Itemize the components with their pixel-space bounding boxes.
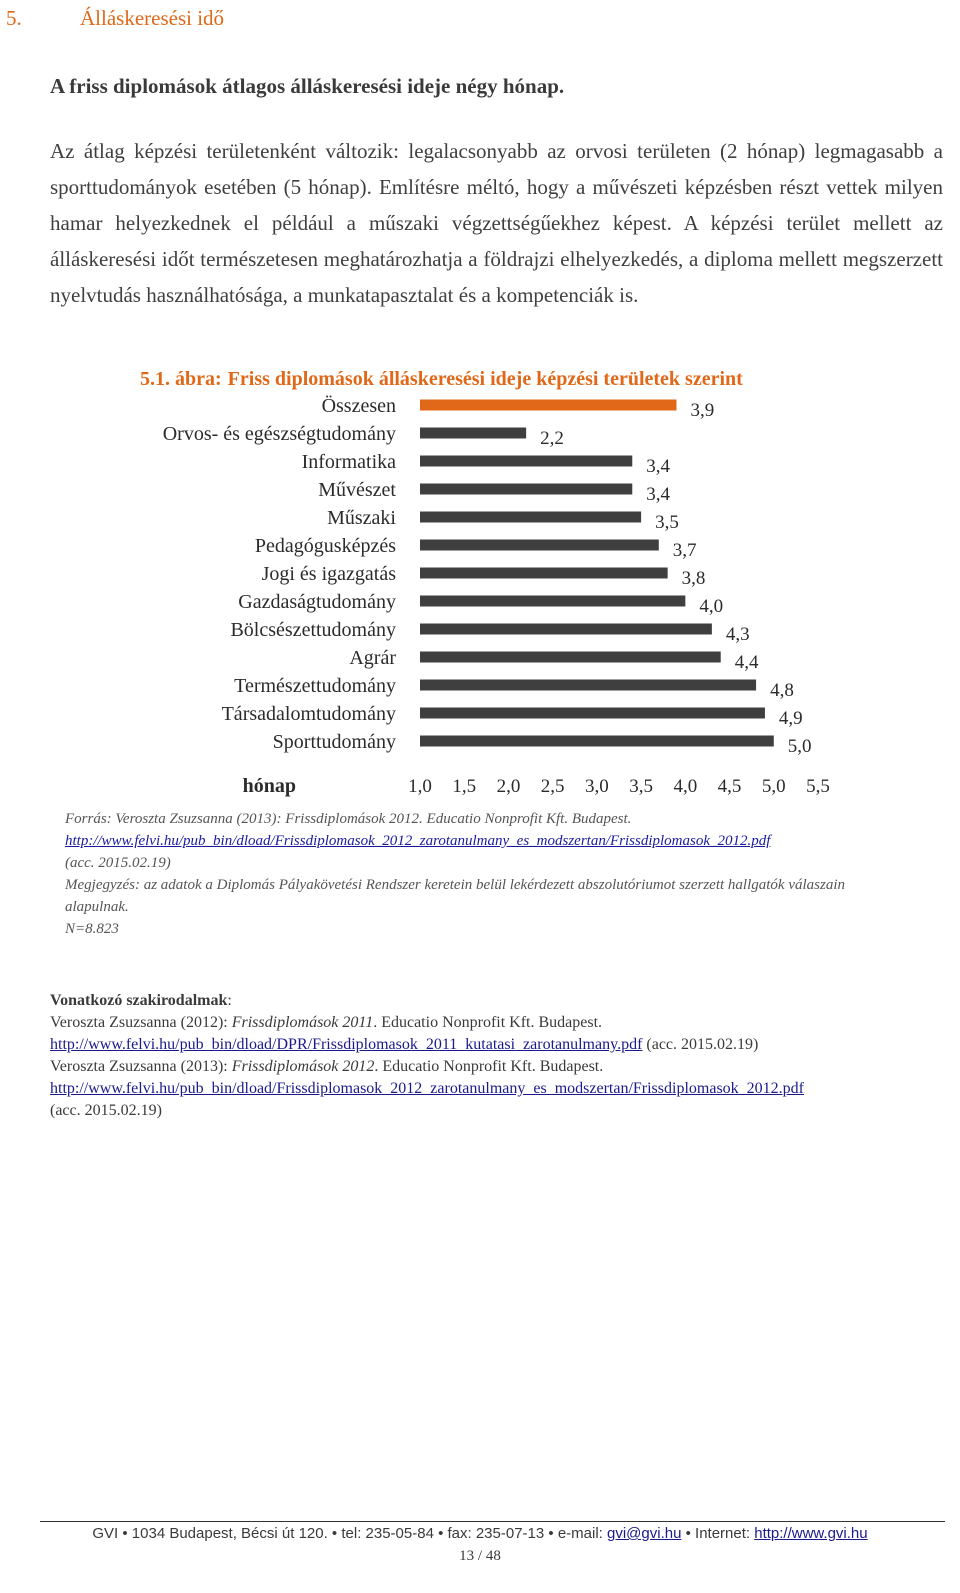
sample-size: N=8.823	[65, 921, 119, 937]
category-label: Művészet	[318, 479, 396, 501]
literature-section	[50, 990, 940, 1122]
footer: GVI • 1034 Budapest, Bécsi út 120. • tel: 235-05-84 • fax: 235-07-13 • e-mail: gvi@gvi.hu • Internet: http://www.gvi.hu	[92, 1525, 868, 1542]
value-label: 4,0	[699, 596, 724, 617]
category-label: Informatika	[301, 451, 396, 473]
category-label: Műszaki	[327, 507, 396, 529]
category-label: Orvos- és egészségtudomány	[162, 423, 396, 445]
literature-item-link-row	[50, 1078, 940, 1100]
bar	[420, 484, 632, 495]
bar	[420, 512, 641, 523]
bar	[420, 624, 712, 635]
literature-link[interactable]: http://www.felvi.hu/pub_bin/dload/Frissdiplomasok_2012_zarotanulmany_es_modszertan/Frissdiplomasok_2012.pdf	[50, 1080, 804, 1097]
bar	[420, 456, 632, 467]
category-label: Természettudomány	[234, 675, 396, 697]
lead-sentence: A friss diplomások átlagos álláskeresési ideje négy hónap.	[50, 74, 565, 98]
literature-item: Veroszta Zsuzsanna (2012): Frissdiplomások 2011. Educatio Nonprofit Kft. Budapest.	[50, 1014, 603, 1031]
value-label: 5,0	[787, 736, 812, 757]
value-label: 2,2	[540, 428, 564, 449]
source-link[interactable]: http://www.felvi.hu/pub_bin/dload/Frissdiplomasok_2012_zarotanulmany_es_modszertan/Frissdiplomasok_2012.pdf	[65, 833, 771, 849]
value-label: 3,7	[672, 540, 697, 561]
value-label: 3,8	[681, 568, 706, 589]
x-tick-label: 1,5	[452, 776, 477, 797]
bar	[420, 568, 668, 579]
x-tick-label: 5,5	[806, 776, 830, 797]
category-label: Sporttudomány	[272, 731, 396, 753]
literature-title: Vonatkozó szakirodalmak:	[50, 992, 232, 1009]
value-label: 3,9	[690, 400, 715, 421]
footer-divider	[40, 1521, 945, 1522]
bar	[420, 652, 721, 663]
category-label: Gazdaságtudomány	[238, 591, 396, 613]
category-label: Agrár	[349, 647, 396, 669]
value-label: 4,4	[734, 652, 759, 673]
figure-caption: Friss diplomások álláskeresési ideje képzési területek szerint	[227, 368, 743, 390]
x-tick-label: 4,0	[673, 776, 698, 797]
section-number: 5.	[6, 6, 22, 30]
value-label: 3,4	[646, 484, 671, 505]
bar-chart	[0, 390, 960, 802]
value-label: 3,5	[655, 512, 679, 533]
bar	[420, 400, 676, 411]
bar	[420, 596, 685, 607]
bar	[420, 540, 659, 551]
category-label: Pedagógusképzés	[254, 535, 396, 557]
category-label: Összesen	[321, 395, 396, 417]
body-paragraph: Az átlag képzési területenként változik: legalacsonyabb az orvosi területen (2 hónap) legmagasabb a sporttudományok esetében (5 hónap). Említésre méltó, hogy a művészeti képzésben részt vettek milyen hamar helyezkednek el például a műszaki végzettségűekhez képest. A képzési terület mellett az álláskeresési időt természetesen meghatározhatja a földrajzi elhelyezkedés, a diploma mellett megszerzett nyelvtudás használhatósága, a munkatapasztalat és a kompetenciák is.	[50, 139, 943, 307]
section-heading	[0, 6, 960, 36]
literature-item: Veroszta Zsuzsanna (2013): Frissdiplomások 2012. Educatio Nonprofit Kft. Budapest.	[50, 1058, 604, 1075]
footer-email-link[interactable]: gvi@gvi.hu	[607, 1525, 682, 1542]
source-note: Megjegyzés: az adatok a Diplomás Pályakövetési Rendszer keretein belül lekérdezett abszolutóriumot szerzett hallgatók válaszain alapulnak.	[65, 877, 845, 915]
x-tick-label: 4,5	[717, 776, 742, 797]
figure-title	[140, 368, 840, 391]
source-access-date: (acc. 2015.02.19)	[65, 855, 171, 871]
literature-access-date: (acc. 2015.02.19)	[50, 1102, 162, 1119]
x-tick-label: 1,0	[408, 776, 432, 797]
category-label: Bölcsészettudomány	[230, 619, 396, 641]
x-tick-label: 3,5	[629, 776, 653, 797]
category-label: Társadalomtudomány	[221, 703, 396, 725]
x-axis-label: hónap	[242, 775, 296, 797]
value-label: 4,8	[770, 680, 794, 701]
x-tick-label: 2,5	[540, 776, 565, 797]
x-tick-label: 3,0	[585, 776, 609, 797]
bar	[420, 428, 526, 439]
source-block	[65, 808, 885, 940]
x-tick-label: 5,0	[761, 776, 786, 797]
x-tick-label: 2,0	[496, 776, 521, 797]
section-title: Álláskeresési idő	[80, 6, 225, 30]
value-label: 4,3	[725, 624, 750, 645]
value-label: 3,4	[646, 456, 671, 477]
page-number: 13 / 48	[459, 1548, 501, 1564]
bar	[420, 680, 756, 691]
literature-link[interactable]: http://www.felvi.hu/pub_bin/dload/DPR/Frissdiplomasok_2011_kutatasi_zarotanulmany.pdf	[50, 1036, 643, 1053]
footer-web-link[interactable]: http://www.gvi.hu	[754, 1525, 868, 1542]
value-label: 4,9	[778, 708, 803, 729]
category-label: Jogi és igazgatás	[261, 563, 396, 585]
source-text: Forrás: Veroszta Zsuzsanna (2013): Frissdiplomások 2012. Educatio Nonprofit Kft. Budapest.	[65, 811, 632, 827]
bar	[420, 708, 765, 719]
figure-number: 5.1. ábra:	[140, 368, 222, 390]
literature-item-link-row: http://www.felvi.hu/pub_bin/dload/DPR/Frissdiplomasok_2011_kutatasi_zarotanulmany.pdf (acc. 2015.02.19)	[50, 1036, 759, 1053]
bar	[420, 736, 774, 747]
